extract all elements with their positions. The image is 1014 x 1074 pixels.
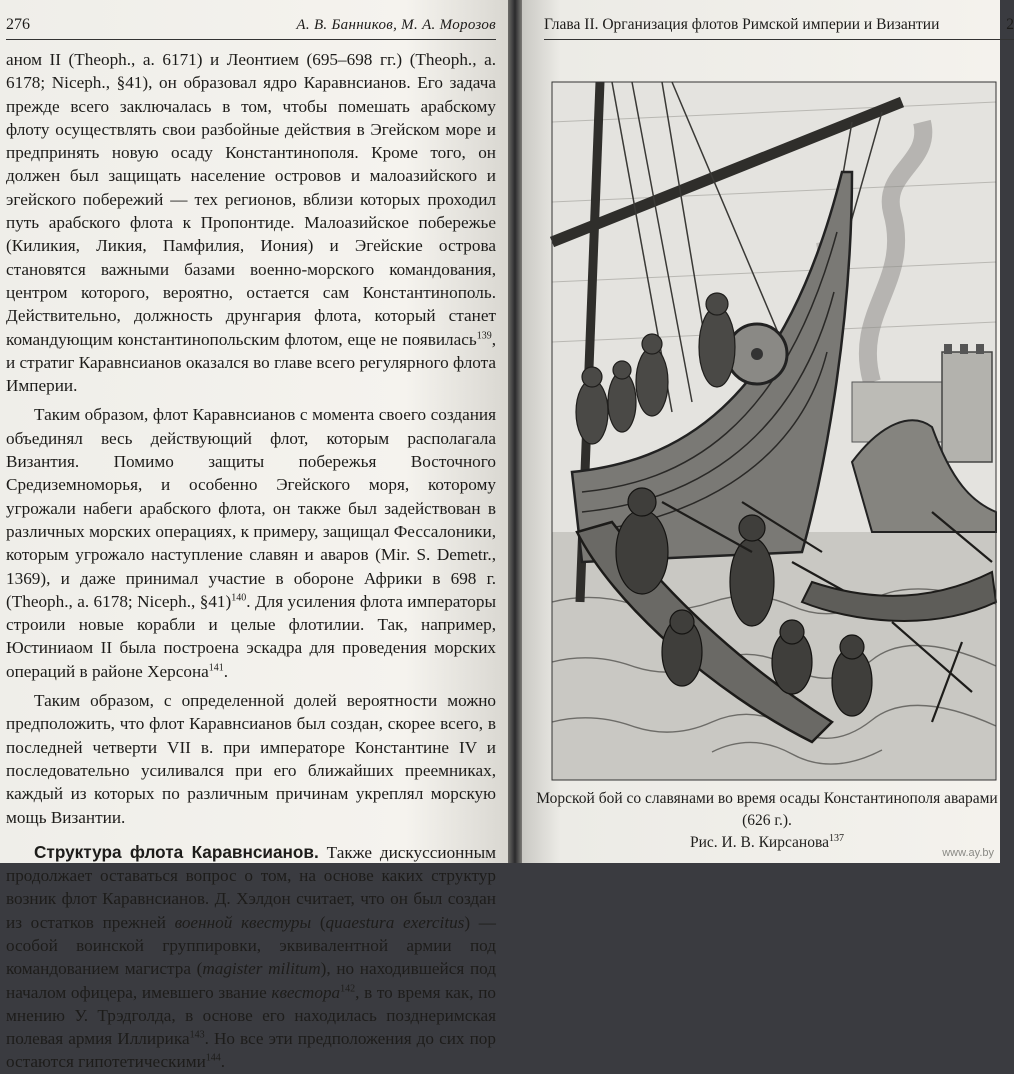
footnote-ref: 144 xyxy=(205,1052,221,1064)
text-run: . Но все эти предположения до сих пор остаются гипотетическими xyxy=(6,1029,496,1072)
italic-term: военной квестуры xyxy=(174,912,312,932)
text-run: ), но находившейся под началом офицера, имевшего звание xyxy=(6,959,496,1002)
text-run: , в то время как, по мнению У. Трэдголда, в основе его находилась позднеримская полевая армия Иллирика xyxy=(6,982,496,1049)
text-run: ) — особой воинской группировки, эквивалентной армии под командованием магистра ( xyxy=(6,912,496,979)
illustration-caption xyxy=(534,788,1000,854)
left-body-text xyxy=(6,48,496,1074)
text-run: ( xyxy=(311,912,326,932)
italic-term: magister militum xyxy=(202,959,321,979)
caption-credit: Рис. И. В. Кирсанова xyxy=(690,834,829,851)
right-running-head-title: Глава II. Организация флотов Римской империи и Византии xyxy=(544,16,940,33)
body-paragraph xyxy=(6,689,496,829)
body-paragraph xyxy=(6,48,496,397)
italic-term: квестора xyxy=(271,982,341,1002)
footnote-ref: 139 xyxy=(476,329,492,341)
footnote-ref: 142 xyxy=(340,982,356,994)
right-page-number: 2 xyxy=(1006,16,1014,33)
right-running-head xyxy=(544,16,1014,40)
text-run: Таким образом, с определенной долей вероятности можно предположить, что флот Каравнсианов был создан, скорее всего, в последней четверти VII в. при императоре Константине IV и последовательно усиливался при его ближайших преемниках, каждый из которых по различным причинам укреплял морскую мощь Византии. xyxy=(6,691,496,827)
watermark: www.ay.by xyxy=(942,847,994,859)
text-run: . Для усиления флота императоры строили новые корабли и целые флотилии. Так, например, Юстиниаом II была построена эскадра для проведения морских операций в районе Херсона xyxy=(6,591,496,681)
text-run: аном II (Theoph., a. 6171) и Леонтием (695–698 гг.) (Theoph., a. 6178; Niceph., §41), он образовал ядро Каравнсианов. Его задача прежде всего заключалась в том, чтобы помешать арабскому флоту осуществлять свои разбойные действия в Эгейском море и предпринять новую осаду Константинополя. Кроме того, он должен был защищать население островов и малоазийского и эгейского побережий — тех регионов, вблизи которых проходил путь арабского флота к Пропонтиде. Малоазийское побережье (Киликия, Ликия, Памфилия, Иония) и Эгейские острова становятся важными базами военно-морского командования, центром которого, вероятно, остается сам Константинополь. Действительно, должность друнгария флота, который станет командующим константинопольским флотом, еще не появилась xyxy=(6,50,496,349)
left-running-head-authors: А. В. Банников, М. А. Морозов xyxy=(296,17,496,33)
illustration-drawing xyxy=(552,82,996,780)
footnote-ref: 141 xyxy=(208,661,224,673)
book-gutter xyxy=(508,0,522,863)
text-run: Также дискуссионным продолжает оставаться вопрос о том, на основе каких структур возник флот Каравнсианов. Д. Хэлдон считает, что он был создан из остатков прежней xyxy=(6,842,496,932)
caption-line-1: Морской бой со славянами во время осады Константинополя аварами (626 г.). xyxy=(536,790,998,829)
footnote-ref: 140 xyxy=(231,592,247,604)
italic-term: quaestura exercitus xyxy=(325,912,465,932)
text-run: , и стратиг Каравнсианов оказался во главе всего регулярного флота Империи. xyxy=(6,329,496,396)
section-heading: Структура флота Каравнсианов. xyxy=(34,841,319,862)
text-run: . xyxy=(220,1052,226,1072)
body-paragraph xyxy=(6,403,496,683)
text-run: Таким образом, флот Каравнсианов с момента своего создания объединял весь действующий флот, которым располагала Византия. Помимо защиты побережья Восточного Средиземноморья, и особенно Эгейского моря, которому угрожали набеги арабского флота, он также был задействован в различных морских операциях, к примеру, защищал Фессалоники, которым угрожало наступление славян и аваров (Mir. S. Demetr., 1369), и даже принимал участие в обороне Африки в 698 г. (Theoph., a. 6178; Niceph., §41) xyxy=(6,405,496,611)
caption-footnote-ref: 137 xyxy=(828,832,844,844)
section-paragraph xyxy=(6,841,496,1074)
naval-battle-illustration xyxy=(552,82,996,780)
text-run: . xyxy=(223,661,229,681)
caption-line-2 xyxy=(534,832,1000,854)
left-page-number: 276 xyxy=(6,16,30,33)
footnote-ref: 143 xyxy=(189,1029,205,1041)
left-running-head xyxy=(6,16,496,40)
